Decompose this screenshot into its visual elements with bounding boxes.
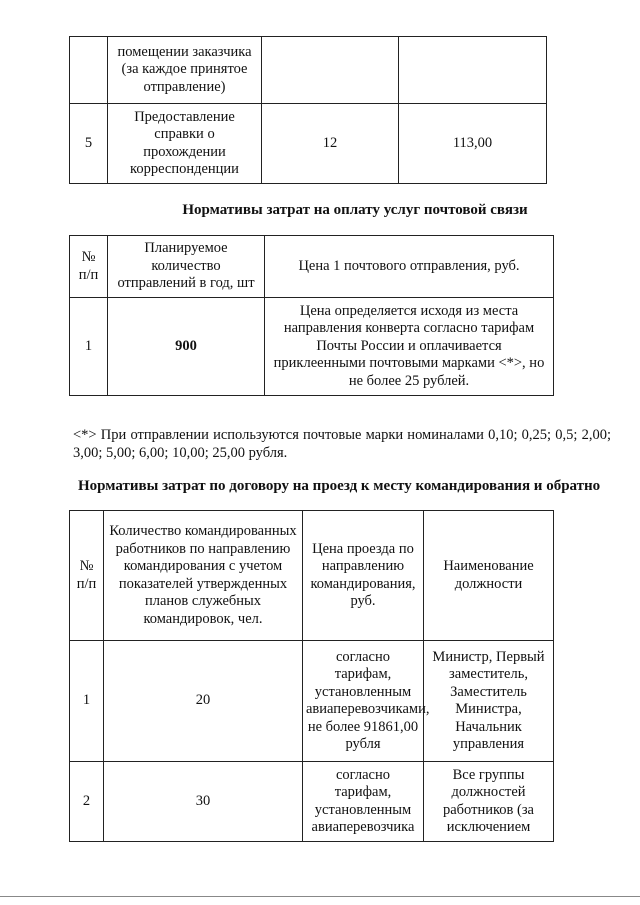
position-cell: Все группы должностей работников (за исключением <box>424 762 554 842</box>
position-header: Наименование должности <box>424 511 554 641</box>
table-row <box>70 37 547 104</box>
postal-section-heading: Нормативы затрат на оплату услуг почтовой связи <box>182 202 528 218</box>
service-description-cell: Предоставление справки о прохождении корреспонденции <box>108 104 262 184</box>
quantity-header: Планируемое количество отправлений в год, шт <box>108 236 265 298</box>
price-cell: 113,00 <box>399 104 547 184</box>
num-header: № п/п <box>70 236 108 298</box>
table-row <box>70 298 554 396</box>
postal-table-continued <box>69 36 547 184</box>
employees-cell: 20 <box>104 641 303 762</box>
row-number-cell <box>70 37 108 104</box>
row-number-cell: 2 <box>70 762 104 842</box>
position-cell: Министр, Первый заместитель, Заместитель Министра, Начальник управления <box>424 641 554 762</box>
price-cell: Цена определяется исходя из места направления конверта согласно тарифам Почты России и оплачивается приклеенными почтовыми марками <*>, но не более 25 рублей. <box>265 298 554 396</box>
quantity-cell: 12 <box>262 104 399 184</box>
table-row <box>70 104 547 184</box>
postal-norms-table <box>69 235 554 396</box>
row-number-cell: 5 <box>70 104 108 184</box>
table-header-row <box>70 511 554 641</box>
price-header: Цена 1 почтового отправления, руб. <box>265 236 554 298</box>
travel-section-heading: Нормативы затрат по договору на проезд к месту командирования и обратно <box>78 478 601 494</box>
table-row <box>70 641 554 762</box>
price-cell: согласно тарифам, установленным авиаперевозчика <box>303 762 424 842</box>
page-edge-line <box>0 896 640 897</box>
travel-norms-table <box>69 510 554 842</box>
price-cell: согласно тарифам, установленным авиаперевозчиками, не более 91861,00 рубля <box>303 641 424 762</box>
price-cell <box>399 37 547 104</box>
employees-cell: 30 <box>104 762 303 842</box>
employees-header: Количество командированных работников по направлению командирования с учетом показателей утвержденных планов служебных командировок, чел. <box>104 511 303 641</box>
price-header: Цена проезда по направлению командирования, руб. <box>303 511 424 641</box>
table-header-row <box>70 236 554 298</box>
postal-footnote: <*> При отправлении используются почтовые марки номиналами 0,10; 0,25; 0,5; 2,00; 3,00; 5,00; 6,00; 10,00; 25,00 рубля. <box>73 427 611 461</box>
table-row <box>70 762 554 842</box>
row-number-cell: 1 <box>70 298 108 396</box>
row-number-cell: 1 <box>70 641 104 762</box>
quantity-cell: 900 <box>108 298 265 396</box>
num-header: № п/п <box>70 511 104 641</box>
quantity-cell <box>262 37 399 104</box>
service-description-cell: помещении заказчика (за каждое принятое отправление) <box>108 37 262 104</box>
